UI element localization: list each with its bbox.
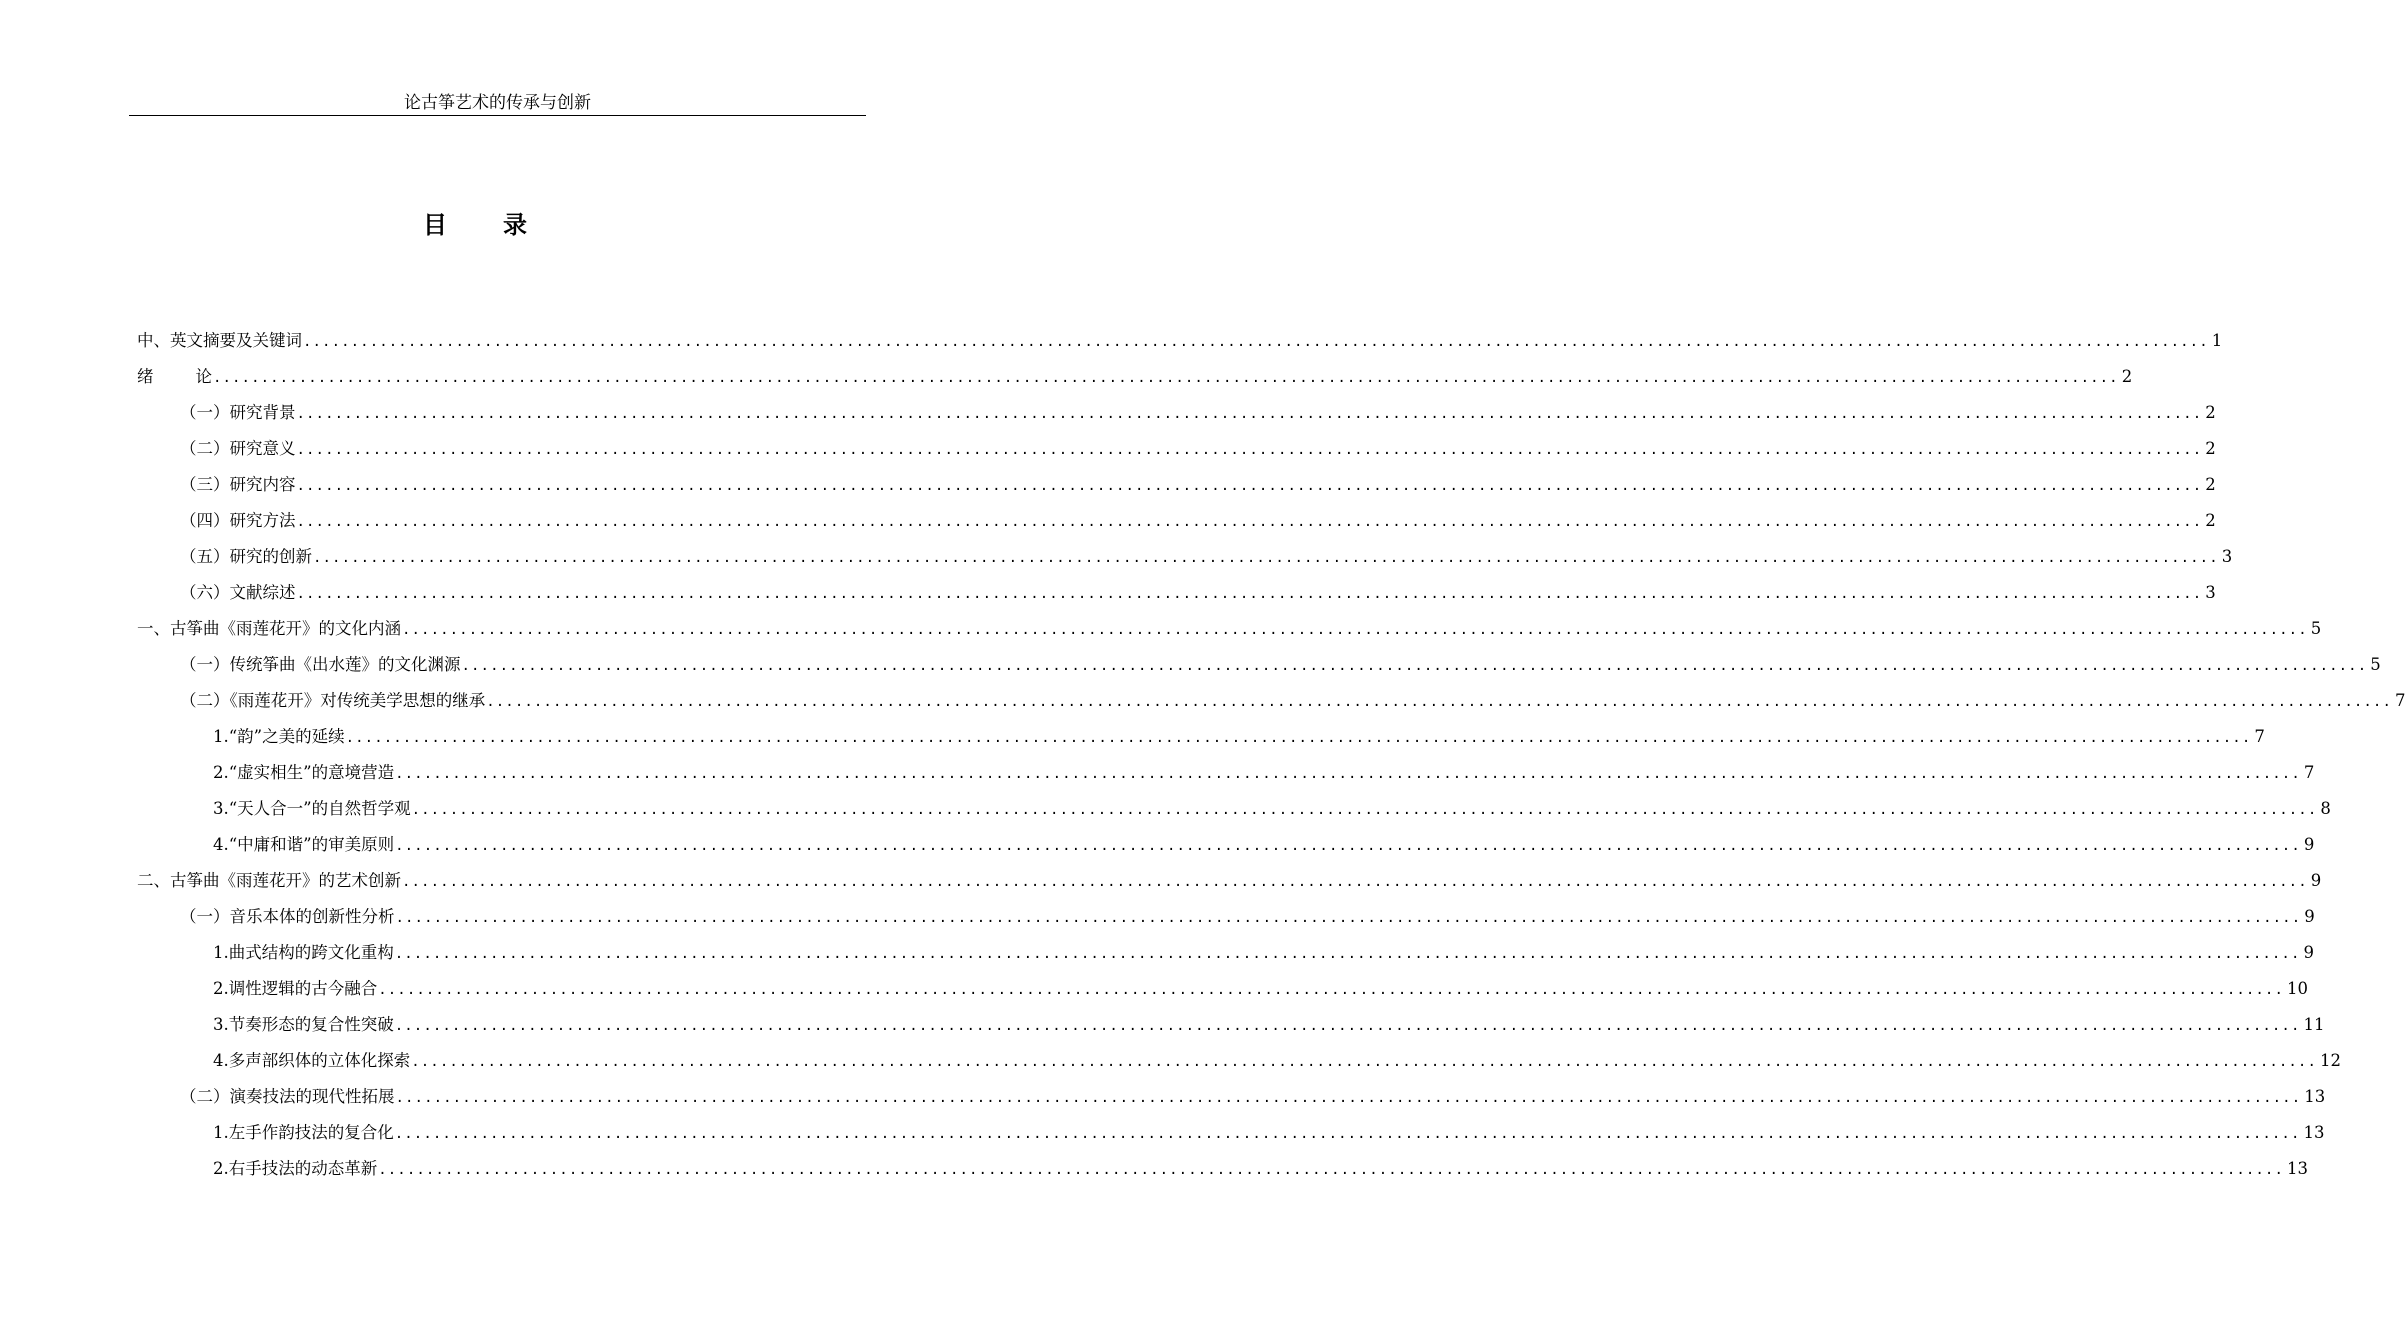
toc-entry-label: 1.左手作韵技法的复合化 [213, 1123, 394, 1142]
toc-entry-label: 二、古筝曲《雨莲花开》的艺术创新 [137, 871, 401, 890]
toc-entry[interactable] [137, 830, 2315, 866]
toc-entry-page-number: 12 [2320, 1051, 2341, 1070]
toc-entry-page-number: 13 [2287, 1159, 2308, 1178]
toc-entry-page-number: 7 [2303, 763, 2315, 782]
toc-entry[interactable] [137, 1154, 2308, 1190]
toc-entry-page-number: 13 [2303, 1123, 2325, 1142]
toc-entry-page-number: 2 [2205, 511, 2216, 530]
toc-entry-page-number: 2 [2205, 475, 2216, 494]
toc-entry-label: （一）研究背景 [180, 403, 296, 422]
running-header-title: 论古筝艺术的传承与创新 [404, 93, 591, 113]
toc-entry-label: （三）研究内容 [180, 475, 296, 494]
toc-entry-label: 4.“中庸和谐”的审美原则 [213, 835, 395, 854]
toc-entry[interactable] [137, 866, 2322, 902]
toc-entry-page-number: 3 [2221, 547, 2233, 566]
toc-entry-page-number: 9 [2304, 907, 2315, 926]
toc-entry[interactable] [137, 506, 2216, 542]
toc-entry-label: （一）音乐本体的创新性分析 [180, 907, 395, 926]
toc-entry-page-number: 13 [2304, 1087, 2326, 1106]
toc-dot-leader: ........................................................................................................................................................................................................ [395, 910, 2302, 926]
toc-entry[interactable] [137, 542, 2233, 578]
toc-entry[interactable] [137, 938, 2314, 974]
toc-entry[interactable] [137, 758, 2315, 794]
toc-entry-label: 一、古筝曲《雨莲花开》的文化内涵 [137, 619, 401, 638]
toc-entry[interactable] [137, 470, 2216, 506]
toc-entry-label: 4.多声部织体的立体化探索 [213, 1051, 411, 1070]
toc-title-char-1: 目 [423, 210, 447, 239]
toc-dot-leader: ........................................................................................................................................................................................................ [486, 694, 2392, 710]
toc-dot-leader: ........................................................................................................................................................................................................ [395, 1090, 2302, 1106]
toc-dot-leader: ........................................................................................................................................................................................................ [296, 406, 2203, 422]
toc-entry[interactable] [137, 326, 2223, 362]
toc-dot-leader: ........................................................................................................................................................................................................ [461, 658, 2368, 674]
toc-entry[interactable] [137, 578, 2216, 614]
toc-entry[interactable] [137, 794, 2331, 830]
toc-dot-leader: ........................................................................................................................................................................................................ [394, 946, 2301, 962]
toc-dot-leader: ........................................................................................................................................................................................................ [411, 1054, 2317, 1070]
toc-entry-label: （一）传统筝曲《出水莲》的文化渊源 [180, 655, 461, 674]
toc-entry[interactable] [137, 1082, 2326, 1118]
toc-dot-leader: ........................................................................................................................................................................................................ [296, 478, 2203, 494]
toc-entry-page-number: 11 [2303, 1015, 2325, 1034]
toc-dot-leader: ........................................................................................................................................................................................................ [378, 982, 2284, 998]
toc-entry[interactable] [137, 902, 2315, 938]
toc-entry-page-number: 7 [2395, 691, 2406, 710]
toc-entry-label: 绪 论 [137, 367, 212, 386]
toc-entry-label: 3.节奏形态的复合性突破 [213, 1015, 394, 1034]
toc-entry-page-number: 5 [2370, 655, 2381, 674]
toc-dot-leader: ........................................................................................................................................................................................................ [313, 550, 2219, 566]
toc-entry[interactable] [137, 1046, 2341, 1082]
toc-entry-page-number: 3 [2205, 583, 2216, 602]
toc-entry-label: （二）演奏技法的现代性拓展 [180, 1087, 395, 1106]
toc-entry-label: 2.调性逻辑的古今融合 [213, 979, 378, 998]
toc-dot-leader: ........................................................................................................................................................................................................ [395, 838, 2301, 854]
toc-entry-label: 2.“虚实相生”的意境营造 [213, 763, 395, 782]
toc-entry-label: 3.“天人合一”的自然哲学观 [213, 799, 411, 818]
toc-entry[interactable] [137, 686, 2406, 722]
toc-entry[interactable] [137, 1010, 2325, 1046]
toc-dot-leader: ........................................................................................................................................................................................................ [394, 1018, 2301, 1034]
toc-entry[interactable] [137, 398, 2216, 434]
toc-entry-label: （五）研究的创新 [180, 547, 312, 566]
toc-dot-leader: ........................................................................................................................................................................................................ [411, 802, 2318, 818]
toc-entry-page-number: 2 [2205, 403, 2216, 422]
toc-entry[interactable] [137, 722, 2265, 758]
toc-dot-leader: ........................................................................................................................................................................................................ [394, 1126, 2301, 1142]
toc-entry-label: 2.右手技法的动态革新 [213, 1159, 378, 1178]
toc-entry-label: （二）《雨莲花开》对传统美学思想的继承 [180, 691, 486, 710]
toc-entry-label: 1.“韵”之美的延续 [213, 727, 345, 746]
toc-entry-page-number: 9 [2303, 943, 2314, 962]
toc-dot-leader: ........................................................................................................................................................................................................ [212, 370, 2119, 386]
toc-entry-page-number: 9 [2303, 835, 2315, 854]
toc-entry-label: 1.曲式结构的跨文化重构 [213, 943, 394, 962]
toc-entry-page-number: 7 [2254, 727, 2265, 746]
toc-dot-leader: ........................................................................................................................................................................................................ [395, 766, 2301, 782]
toc-entry-page-number: 1 [2211, 331, 2223, 350]
toc-entry-page-number: 2 [2205, 439, 2216, 458]
toc-entry-label: （二）研究意义 [180, 439, 296, 458]
toc-dot-leader: ........................................................................................................................................................................................................ [296, 586, 2203, 602]
toc-dot-leader: ........................................................................................................................................................................................................ [378, 1162, 2284, 1178]
toc-entry-page-number: 8 [2320, 799, 2331, 818]
table-of-contents [137, 326, 2406, 1190]
toc-entry-label: （六）文献综述 [180, 583, 296, 602]
toc-entry-page-number: 5 [2310, 619, 2322, 638]
toc-dot-leader: ........................................................................................................................................................................................................ [402, 874, 2308, 890]
toc-entry-page-number: 9 [2310, 871, 2322, 890]
toc-title-char-2: 录 [503, 210, 527, 239]
toc-dot-leader: ........................................................................................................................................................................................................ [296, 442, 2203, 458]
toc-entry[interactable] [137, 614, 2322, 650]
toc-dot-leader: ........................................................................................................................................................................................................ [345, 730, 2252, 746]
toc-entry-label: 中、英文摘要及关键词 [137, 331, 302, 350]
toc-entry[interactable] [137, 434, 2216, 470]
header-rule [129, 115, 866, 116]
toc-entry[interactable] [137, 362, 2133, 398]
toc-entry[interactable] [137, 974, 2308, 1010]
toc-entry-label: （四）研究方法 [180, 511, 296, 530]
toc-dot-leader: ........................................................................................................................................................................................................ [296, 514, 2203, 530]
toc-entry[interactable] [137, 650, 2381, 686]
toc-dot-leader: ........................................................................................................................................................................................................ [303, 334, 2209, 350]
toc-dot-leader: ........................................................................................................................................................................................................ [402, 622, 2308, 638]
toc-title [0, 210, 950, 240]
toc-entry-page-number: 2 [2121, 367, 2133, 386]
toc-entry[interactable] [137, 1118, 2325, 1154]
toc-entry-page-number: 10 [2287, 979, 2308, 998]
